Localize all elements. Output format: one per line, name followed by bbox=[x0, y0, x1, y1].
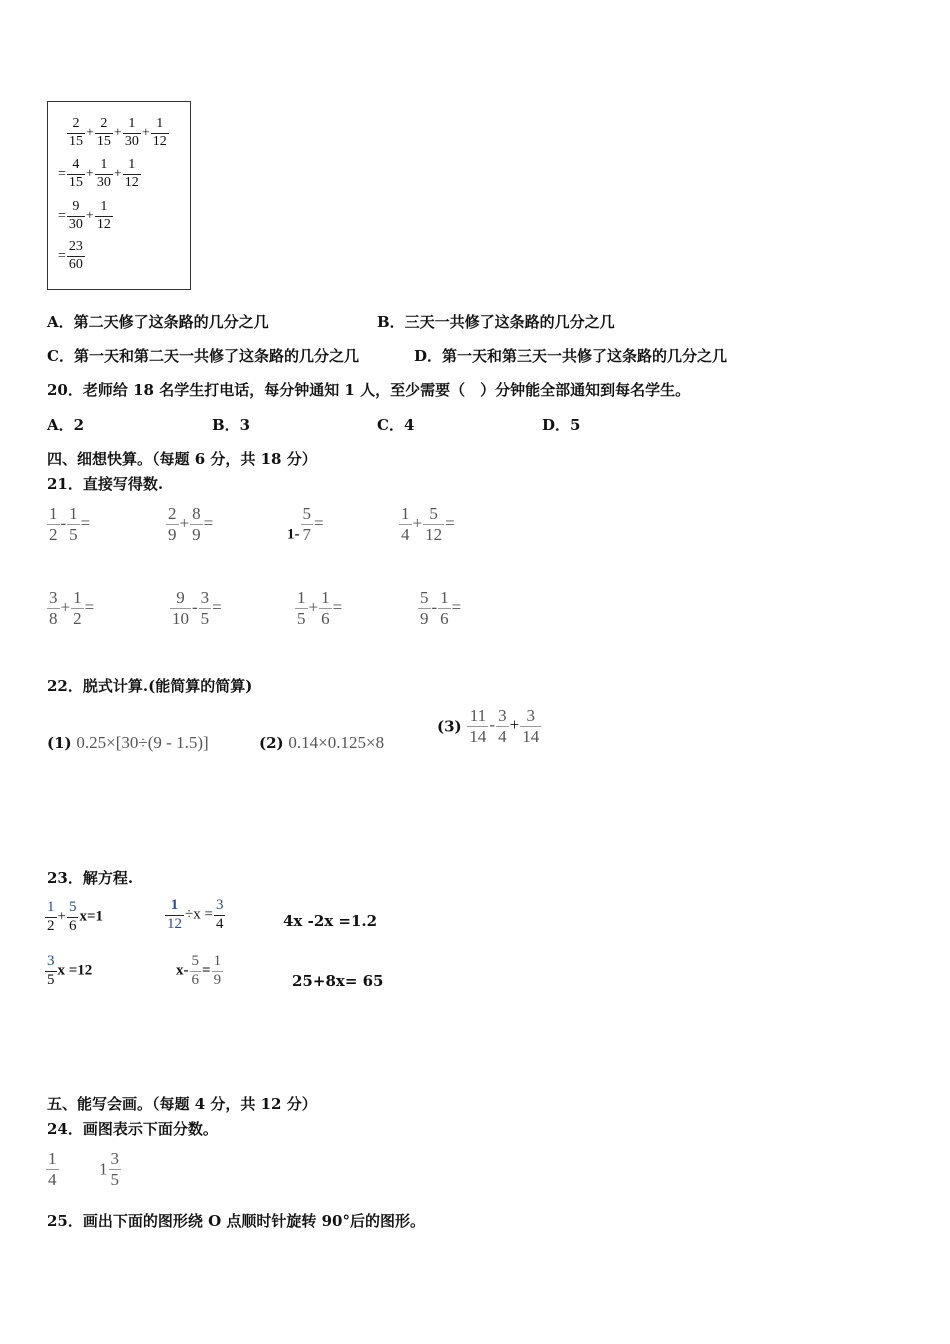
q21-item: $\frac{1}{5}$ + $\frac{1}{6}$ = bbox=[297, 588, 343, 628]
calc-line-2: = $\frac{4}{15}$ + $\frac{1}{30}$ + $\frac{1}{12}$ bbox=[58, 157, 139, 190]
section4-title: 四、细想快算。（每题 6 分，共 18 分） bbox=[47, 450, 317, 468]
q20-option-b[interactable]: B．3 bbox=[212, 416, 251, 434]
q20-option-d[interactable]: D．5 bbox=[542, 416, 581, 434]
q21-item: $\frac{2}{9}$ + $\frac{8}{9}$ = bbox=[168, 504, 214, 544]
q22-part-3: (3) $\frac{11}{14}$ - $\frac{3}{4}$ + $\frac{3}{14}$ bbox=[437, 706, 540, 746]
q24-mixed-number: 1 $\frac{3}{5}$ bbox=[99, 1149, 119, 1189]
q20-option-c[interactable]: C．4 bbox=[377, 416, 415, 434]
calc-line-4: = $\frac{23}{60}$ bbox=[58, 239, 83, 272]
q21-title: 21．直接写得数. bbox=[47, 475, 164, 493]
q19-option-d[interactable]: D．第一天和第三天一共修了这条路的几分之几 bbox=[414, 347, 728, 365]
q22-part-2: (2) 0.14×0.125×8 bbox=[259, 733, 385, 752]
q23-equation-4: $\frac{3}{5}$ x =12 bbox=[47, 953, 93, 988]
q21-item: $\frac{1}{4}$ + $\frac{5}{12}$ = bbox=[401, 504, 455, 544]
q24-title: 24．画图表示下面分数。 bbox=[47, 1120, 218, 1138]
q22-title: 22．脱式计算.(能简算的简算) bbox=[47, 677, 253, 695]
q23-equation-6: 25+8x= 65 bbox=[292, 972, 384, 990]
q21-item: $\frac{9}{10}$ - $\frac{3}{5}$ = bbox=[172, 588, 222, 628]
calc-line-3: = $\frac{9}{30}$ + $\frac{1}{12}$ bbox=[58, 199, 111, 232]
q20-option-a[interactable]: A．2 bbox=[47, 416, 85, 434]
q21-item: $\frac{1}{2}$ - $\frac{1}{5}$ = bbox=[49, 504, 91, 544]
q20-text: 20．老师给 18 名学生打电话，每分钟通知 1 人，至少需要（ ）分钟能全部通知到每名学生。 bbox=[47, 381, 691, 399]
q19-option-c[interactable]: C．第一天和第二天一共修了这条路的几分之几 bbox=[47, 347, 359, 365]
section5-title: 五、能写会画。（每题 4 分，共 12 分） bbox=[47, 1095, 317, 1113]
q23-equation-5: x- $\frac{5}{6}$ = $\frac{1}{9}$ bbox=[176, 953, 222, 988]
q24-fraction-1: $\frac{1}{4}$ bbox=[48, 1149, 57, 1189]
q25-text: 25．画出下面的图形绕 O 点顺时针旋转 90°后的图形。 bbox=[47, 1212, 425, 1230]
q23-equation-1: $\frac{1}{2}$ + $\frac{5}{6}$ x=1 bbox=[47, 899, 104, 934]
q21-item: 1- $\frac{5}{7}$ = bbox=[287, 504, 324, 544]
q22-part-1: (1) 0.25×[30÷(9 - 1.5)] bbox=[47, 733, 209, 752]
q19-option-a[interactable]: A．第二天修了这条路的几分之几 bbox=[47, 313, 269, 331]
q23-equation-3: 4x -2x =1.2 bbox=[283, 912, 378, 930]
q19-option-b[interactable]: B．三天一共修了这条路的几分之几 bbox=[377, 313, 615, 331]
calc-line-1: $\frac{2}{15}$ + $\frac{2}{15}$ + $\frac{1}{30}$ + $\frac{1}{12}$ bbox=[69, 116, 167, 149]
q21-item: $\frac{5}{9}$ - $\frac{1}{6}$ = bbox=[420, 588, 462, 628]
q23-equation-2: $\frac{1}{12}$ ÷x = $\frac{3}{4}$ bbox=[167, 897, 224, 932]
q23-title: 23．解方程. bbox=[47, 869, 134, 887]
q21-item: $\frac{3}{8}$ + $\frac{1}{2}$ = bbox=[49, 588, 95, 628]
